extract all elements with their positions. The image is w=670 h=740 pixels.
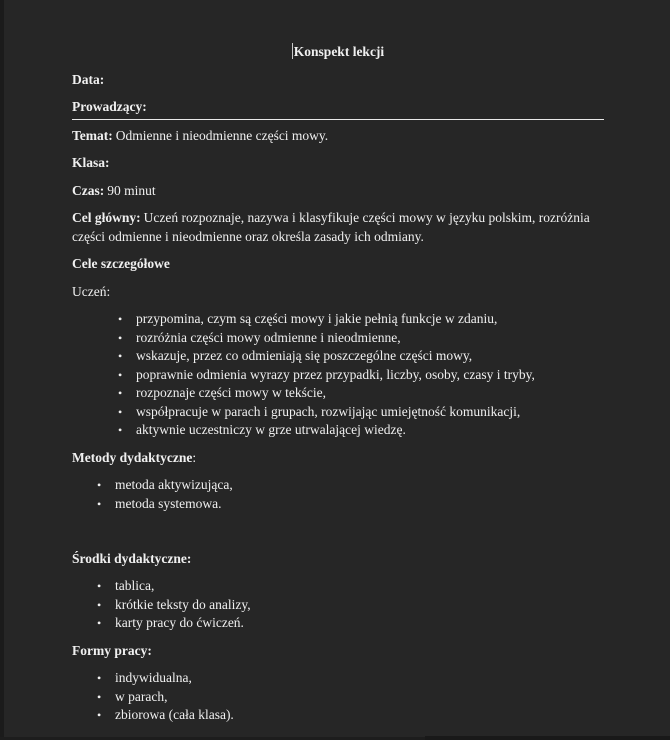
list-item-text: karty pracy do ćwiczeń. bbox=[115, 615, 244, 630]
heading-cele-szczegolowe: Cele szczegółowe bbox=[72, 256, 170, 271]
field-klasa bbox=[72, 154, 604, 173]
list-item-text: wskazuje, przez co odmieniają się poszczególne części mowy, bbox=[136, 348, 473, 363]
window-left-edge bbox=[0, 0, 4, 740]
bullet-icon: • bbox=[97, 597, 102, 612]
bullet-icon: • bbox=[97, 671, 102, 685]
list-item-text: metoda aktywizująca, bbox=[115, 477, 233, 492]
bullet-icon: • bbox=[118, 312, 123, 326]
field-temat-value: Odmienne i nieodmienne części mowy. bbox=[115, 127, 329, 143]
bullet-icon: • bbox=[97, 478, 102, 492]
list-item-text: indywidualna, bbox=[115, 670, 192, 685]
list-item-text: poprawnie odmienia wyrazy przez przypadki, liczby, osoby, czasy i tryby, bbox=[136, 366, 535, 382]
field-data-label: Data: bbox=[72, 71, 105, 87]
list-item bbox=[118, 347, 604, 366]
list-item-text: tablica, bbox=[115, 578, 155, 593]
bullet-icon: • bbox=[97, 579, 102, 593]
field-czas-value: 90 minut bbox=[107, 182, 156, 198]
list-item bbox=[118, 384, 604, 403]
bullet-icon: • bbox=[97, 616, 102, 630]
bullet-icon: • bbox=[118, 330, 123, 345]
list-item bbox=[118, 366, 604, 385]
list-item bbox=[97, 706, 604, 725]
document-title-paragraph bbox=[72, 43, 604, 62]
list-item bbox=[97, 596, 604, 615]
list-item-text: aktywnie uczestniczy w grze utrwalającej wiedzę. bbox=[136, 422, 406, 437]
list-item-text: krótkie teksty do analizy, bbox=[115, 596, 251, 612]
list-item bbox=[118, 310, 604, 329]
bullet-icon: • bbox=[97, 689, 102, 704]
list-item bbox=[118, 421, 604, 440]
heading-metody-dydaktyczne: Metody dydaktyczne: bbox=[72, 449, 197, 465]
field-prowadzacy bbox=[72, 98, 604, 120]
list-item-text: rozróżnia części mowy odmienne i nieodmienne, bbox=[136, 329, 401, 345]
list-item-text: współpracuje w parach i grupach, rozwijając umiejętność komunikacji, bbox=[136, 403, 521, 419]
field-data bbox=[72, 71, 604, 90]
field-czas-label: Czas: bbox=[72, 182, 105, 198]
bullet-icon: • bbox=[118, 367, 123, 382]
window-bottom-right-edge bbox=[425, 736, 670, 740]
heading-srodki-dydaktyczne: Środki dydaktyczne: bbox=[72, 550, 192, 566]
bullet-icon: • bbox=[118, 349, 123, 363]
list-item-text: zbiorowa (cała klasa). bbox=[115, 707, 234, 722]
list-item bbox=[118, 403, 604, 422]
text-cursor-caret bbox=[292, 43, 293, 59]
field-prowadzacy-label: Prowadzący: bbox=[72, 99, 147, 114]
metody-bullet-list bbox=[72, 476, 604, 513]
list-item bbox=[97, 495, 604, 514]
formy-bullet-list bbox=[72, 669, 604, 725]
heading-formy-pracy: Formy pracy: bbox=[72, 642, 152, 658]
document-editing-surface[interactable] bbox=[72, 0, 604, 734]
bullet-icon: • bbox=[118, 423, 123, 437]
cele-bullet-list bbox=[72, 310, 604, 440]
srodki-bullet-list bbox=[72, 577, 604, 633]
field-cel-glowny-label: Cel główny: bbox=[72, 210, 141, 225]
empty-paragraph bbox=[72, 522, 604, 541]
field-temat bbox=[72, 127, 604, 146]
list-item-text: rozpoznaje części mowy w tekście, bbox=[136, 385, 327, 400]
field-czas bbox=[72, 182, 604, 201]
field-cel-glowny bbox=[72, 209, 604, 246]
list-item-text: w parach, bbox=[115, 688, 168, 704]
list-item bbox=[97, 577, 604, 596]
list-item-text: metoda systemowa. bbox=[115, 495, 222, 511]
field-cel-glowny-value: Uczeń rozpoznaje, nazywa i klasyfikuje części mowy w języku polskim, rozróżnia części odmienne i nieodmienne oraz określa zasady ich odmiany. bbox=[72, 210, 590, 244]
list-item-text: przypomina, czym są części mowy i jakie pełnią funkcje w zdaniu, bbox=[136, 311, 498, 326]
list-item bbox=[97, 614, 604, 633]
bullet-icon: • bbox=[97, 708, 102, 722]
field-temat-label: Temat: bbox=[72, 127, 113, 143]
label-uczen: Uczeń: bbox=[72, 283, 111, 299]
document-title: Konspekt lekcji bbox=[293, 44, 385, 59]
list-item bbox=[97, 688, 604, 707]
bullet-icon: • bbox=[118, 386, 123, 400]
list-item bbox=[118, 329, 604, 348]
list-item bbox=[97, 669, 604, 688]
bullet-icon: • bbox=[118, 404, 123, 419]
bullet-icon: • bbox=[97, 496, 102, 511]
list-item bbox=[97, 476, 604, 495]
field-klasa-label: Klasa: bbox=[72, 155, 110, 170]
